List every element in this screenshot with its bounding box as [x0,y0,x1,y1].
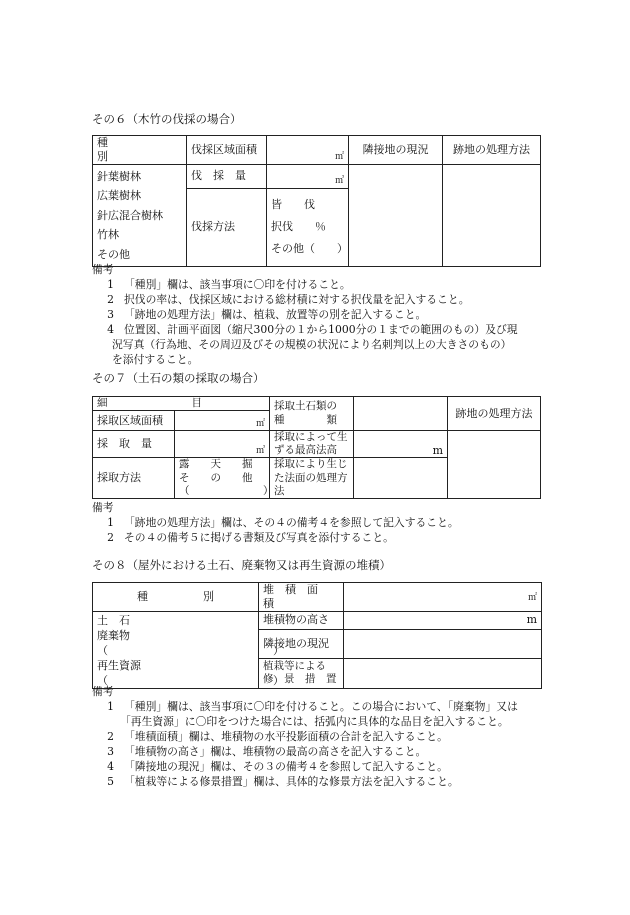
section6-title: その６（木竹の伐採の場合） [92,112,242,126]
disposal-value[interactable] [443,164,541,266]
slope-process-value[interactable] [354,458,448,498]
adjacent-value[interactable] [349,164,443,266]
type-list[interactable] [93,611,284,688]
area-header: 伐採区域面積 [187,136,267,165]
note-item: 2 択伐の率は、伐採区域における総材積に対する択伐量を記入すること。 [107,293,470,306]
type-item: 土 石 [97,613,130,627]
disposal-value[interactable] [448,431,541,499]
slope-height-value[interactable]: m [354,431,448,458]
area-value[interactable]: ㎡ [175,411,270,431]
area-value[interactable]: ㎡ [267,136,349,165]
volume-header: 伐 採 量 [187,164,267,188]
height-header: 堆積物の高さ [259,611,344,629]
area-header: 採取区域面積 [93,411,175,431]
notes-title: 備考 [92,685,114,698]
note-item: 3 「跡地の処理方法」欄は、植栽、放置等の別を記入すること。 [107,308,427,321]
method-header: 採取方法 [93,458,175,498]
type-item: 広葉樹林 [97,189,141,202]
note-continuation: を添付すること。 [112,353,199,366]
note-item: 1 「種別」欄は、該当事項に〇印を付けること。 [107,278,351,291]
section8-table [92,582,542,689]
type-paren: （ ） [97,643,284,657]
method-option: 択伐 ％ [271,220,326,233]
section6-table [92,135,541,267]
volume-header: 採 取 量 [93,431,175,458]
area-value[interactable]: ㎡ [344,583,542,612]
type-list[interactable] [93,164,187,266]
method-paren: （ ） [179,484,274,497]
section-header: 細 目 [93,397,270,411]
method-options[interactable] [267,188,349,266]
method-header: 伐採方法 [187,188,267,266]
type-item: 針広混合樹林 [97,208,163,222]
note-continuation: 「再生資源」に〇印をつけた場合には、括弧内に具体的な品目を記入すること。 [120,715,509,728]
kind-header: 採取土石類の 種 類 [270,397,354,431]
note-item: 4 「隣接地の現況」欄は、その３の備考４を参照して記入すること。 [107,760,448,773]
adjacent-header: 隣接地の現況 [349,136,443,165]
adjacent-value[interactable] [344,629,542,658]
note-item: 1 「種別」欄は、該当事項に〇印を付けること。この場合において、「廃棄物」又は [107,700,518,713]
volume-value[interactable]: ㎥ [267,164,349,188]
type-item: 廃棄物 [97,628,130,642]
slope-height-header: 採取によって生 ずる最高法高 [270,431,354,458]
note-item: 4 位置図、計画平面図（縮尺300分の１から1000分の１までの範囲のもの）及び現 [107,323,518,336]
notes-title: 備考 [92,501,114,514]
landscape-header: 植栽等による 修 景 措 置 [259,659,344,688]
kind-value[interactable] [354,397,448,431]
disposal-header: 跡地の処理方法 [443,136,541,165]
section6-notes [92,262,552,367]
method-option: 露 天 掘 [179,458,253,471]
note-item: 1 「跡地の処理方法」欄は、その４の備考４を参照して記入すること。 [107,516,459,529]
section7-table [92,396,541,499]
section8-notes [92,684,562,789]
type-item: 竹林 [97,228,119,241]
method-option: 皆 伐 [271,198,315,211]
section7-title: その７（土石の類の採取の場合） [92,371,265,385]
area-header: 堆 積 面 積 [259,583,344,612]
type-item: 針葉樹林 [97,169,141,183]
notes-title: 備考 [92,263,114,276]
type-header: 種 別 [93,136,187,165]
method-option: その他（ ） [271,242,348,255]
type-item: その他 [97,247,130,261]
note-item: 5 「植栽等による修景措置」欄は、具体的な修景方法を記入すること。 [107,775,459,788]
method-options[interactable] [175,458,274,498]
slope-process-header: 採取により生じ た法面の処理方 法 [270,458,354,498]
section8-title: その８（屋外における土石、廃棄物又は再生資源の堆積） [92,558,391,572]
type-item: 再生資源 [97,658,141,672]
disposal-header: 跡地の処理方法 [448,397,541,431]
volume-value[interactable]: ㎥ [175,431,270,458]
type-paren: （ ） [97,673,284,687]
note-item: 3 「堆積物の高さ」欄は、堆積物の最高の高さを記入すること。 [107,745,427,758]
method-option: そ の 他 [179,471,253,484]
adjacent-header: 隣接地の現況 [259,629,344,658]
note-item: 2 「堆積面積」欄は、堆積物の水平投影面積の合計を記入すること。 [107,730,448,743]
note-continuation: 況写真（行為地、その周辺及びその規模の状況により名刺判以上の大きさのもの） [112,338,512,351]
section7-notes [92,500,552,545]
height-value[interactable]: m [344,611,542,629]
type-header: 種 別 [93,583,259,612]
note-item: 2 その４の備考５に掲げる書類及び写真を添付すること。 [107,531,394,544]
